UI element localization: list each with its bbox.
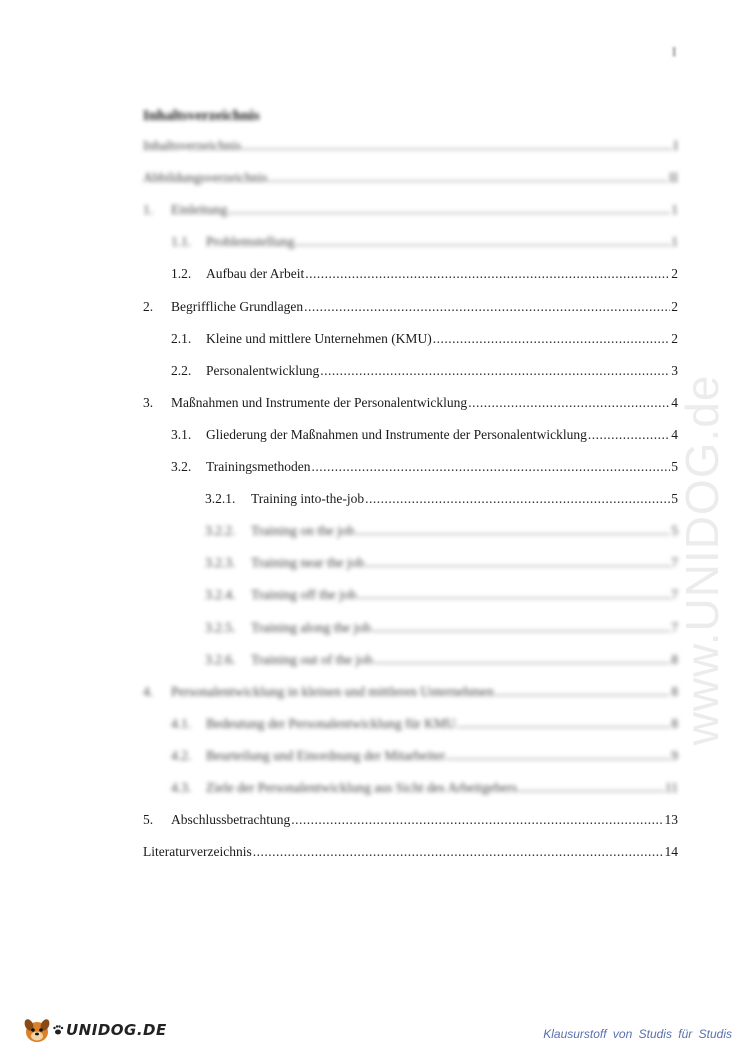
toc-dot-leader xyxy=(446,748,670,764)
toc-entry xyxy=(205,652,678,670)
toc-dot-leader xyxy=(365,555,670,571)
toc-entry-label: Begriffliche Grundlagen xyxy=(171,299,304,314)
toc-entry-label: Bedeutung der Personalentwicklung für KMU xyxy=(206,716,456,731)
toc-entry xyxy=(205,523,678,541)
toc-entry xyxy=(143,299,678,317)
toc-entry-page: 3 xyxy=(671,363,678,378)
toc-entry-number: 4. xyxy=(143,684,154,699)
toc-entry-page: 7 xyxy=(671,587,678,602)
toc-entry-page: 1 xyxy=(671,234,678,249)
toc-entry-number: 4.3. xyxy=(171,780,192,795)
toc-entry-label: Inhaltsverzeichnis xyxy=(143,138,242,153)
toc-entry xyxy=(205,620,678,638)
logo-text: UNIDOG.DE xyxy=(66,1021,167,1039)
toc-entry-label: Literaturverzeichnis xyxy=(143,844,252,859)
toc-entry-label: Gliederung der Maßnahmen und Instrumente der Personalentwicklung xyxy=(206,427,587,442)
toc-entry-number: 3.2.2. xyxy=(205,523,236,538)
toc-dot-leader xyxy=(242,138,672,154)
toc-entry-label: Training off the job xyxy=(251,587,357,602)
toc-dot-leader xyxy=(228,202,670,218)
toc-dot-leader xyxy=(355,523,670,539)
toc-entry xyxy=(171,363,678,381)
toc-entry-label: Personalentwicklung in kleinen und mittleren Unternehmen xyxy=(171,684,494,699)
toc-entry xyxy=(205,555,678,573)
toc-entry-label: Kleine und mittlere Unternehmen (KMU) xyxy=(206,331,432,346)
watermark-text: www.UNIDOG.de xyxy=(676,374,728,746)
toc-entry-label: Abschlussbetrachtung xyxy=(171,812,291,827)
toc-entry-number: 3.2.1. xyxy=(205,491,236,506)
toc-entry-number: 1. xyxy=(143,202,154,217)
toc-entry-page: II xyxy=(669,170,678,185)
toc-dot-leader xyxy=(365,491,670,507)
toc-dot-leader xyxy=(588,427,670,443)
toc-entry-page: 4 xyxy=(671,395,678,410)
toc-entry-label: Training out of the job xyxy=(251,652,373,667)
toc-dot-leader xyxy=(495,684,670,700)
toc-entry-label: Training along the job xyxy=(251,620,371,635)
page-number: I xyxy=(672,44,677,59)
toc-entry-page: 2 xyxy=(671,299,678,314)
toc-entry-label: Aufbau der Arbeit xyxy=(206,266,305,281)
toc-entry-number: 2.1. xyxy=(171,331,192,346)
toc-entry-number: 3.2.5. xyxy=(205,620,236,635)
toc-entry-number: 4.1. xyxy=(171,716,192,731)
toc-entry-label: Personalentwicklung xyxy=(206,363,320,378)
toc-entry-number: 5. xyxy=(143,812,154,827)
toc-entry-page: 8 xyxy=(671,652,678,667)
toc-entry-page: 5 xyxy=(671,459,678,474)
toc-dot-leader xyxy=(296,234,671,250)
toc-dot-leader xyxy=(304,299,670,315)
toc-dot-leader xyxy=(291,812,663,828)
toc-entry-label: Abbildungsverzeichnis xyxy=(143,170,268,185)
toc-entry xyxy=(171,331,678,349)
toc-entry-label: Training on the job xyxy=(251,523,355,538)
toc-dot-leader xyxy=(518,780,664,796)
toc-entry xyxy=(143,138,678,156)
toc-entry-page: 1 xyxy=(671,202,678,217)
toc-entry-page: 5 xyxy=(671,491,678,506)
toc-dot-leader xyxy=(374,652,670,668)
toc-entry-number: 3.2.3. xyxy=(205,555,236,570)
toc-dot-leader xyxy=(468,395,670,411)
toc-entry xyxy=(171,427,678,445)
toc-entry-page: 13 xyxy=(664,812,678,827)
toc-dot-leader xyxy=(253,844,664,860)
dog-mascot-icon xyxy=(22,1015,52,1045)
toc-entry-label: Trainingsmethoden xyxy=(206,459,311,474)
toc-entry xyxy=(205,587,678,605)
toc-entry-label: Beurteilung und Einordnung der Mitarbeiter xyxy=(206,748,446,763)
toc-entry xyxy=(143,202,678,220)
toc-entry-page: 5 xyxy=(671,523,678,538)
unidog-logo xyxy=(22,1012,167,1048)
toc-entry xyxy=(143,844,678,862)
toc-entry-page: 8 xyxy=(671,684,678,699)
toc-dot-leader xyxy=(457,716,671,732)
toc-entry-label: Training near the job xyxy=(251,555,365,570)
toc-entry-number: 1.1. xyxy=(171,234,192,249)
toc-entry-number: 1.2. xyxy=(171,266,192,281)
toc-entry xyxy=(143,684,678,702)
toc-entry-number: 3.1. xyxy=(171,427,192,442)
toc-dot-leader xyxy=(268,170,668,186)
toc-entry-number: 3.2. xyxy=(171,459,192,474)
toc-entry-number: 3.2.4. xyxy=(205,587,236,602)
toc-entry xyxy=(143,395,678,413)
toc-entry xyxy=(171,459,678,477)
toc-dot-leader xyxy=(433,331,671,347)
toc-title: Inhaltsverzeichnis xyxy=(143,108,260,124)
toc-entry-number: 3.2.6. xyxy=(205,652,236,667)
toc-entry-label: Problemstellung xyxy=(206,234,295,249)
toc-entry xyxy=(143,812,678,830)
toc-dot-leader xyxy=(357,587,670,603)
toc-entry xyxy=(143,170,678,188)
toc-entry-number: 2.2. xyxy=(171,363,192,378)
toc-entry-label: Ziele der Personalentwicklung aus Sicht des Arbeitgebers xyxy=(206,780,518,795)
toc-entry xyxy=(171,780,678,798)
toc-entry-page: I xyxy=(673,138,678,153)
toc-dot-leader xyxy=(372,620,670,636)
toc-entry-page: 11 xyxy=(665,780,678,795)
toc-entry-number: 4.2. xyxy=(171,748,192,763)
toc-dot-leader xyxy=(305,266,670,282)
toc-entry-number: 3. xyxy=(143,395,154,410)
toc-entry-label: Maßnahmen und Instrumente der Personalentwicklung xyxy=(171,395,468,410)
toc-dot-leader xyxy=(320,363,670,379)
toc-entry-page: 8 xyxy=(671,716,678,731)
toc-entry xyxy=(205,491,678,509)
toc-entry xyxy=(171,234,678,252)
toc-entry-page: 7 xyxy=(671,555,678,570)
toc-entry-label: Training into-the-job xyxy=(251,491,365,506)
toc-entry-page: 4 xyxy=(671,427,678,442)
paw-icon xyxy=(52,1024,64,1036)
tagline: Klausurstoff von Studis für Studis xyxy=(543,1027,732,1041)
toc-entry xyxy=(171,266,678,284)
toc-entry-number: 2. xyxy=(143,299,154,314)
toc-dot-leader xyxy=(312,459,671,475)
toc-entry-label: Einleitung xyxy=(171,202,228,217)
toc-entry xyxy=(171,748,678,766)
toc-entry-page: 2 xyxy=(671,266,678,281)
toc-entry xyxy=(171,716,678,734)
toc-entry-page: 2 xyxy=(671,331,678,346)
toc-entry-page: 7 xyxy=(671,620,678,635)
toc-entry-page: 14 xyxy=(664,844,678,859)
toc-entry-page: 9 xyxy=(671,748,678,763)
